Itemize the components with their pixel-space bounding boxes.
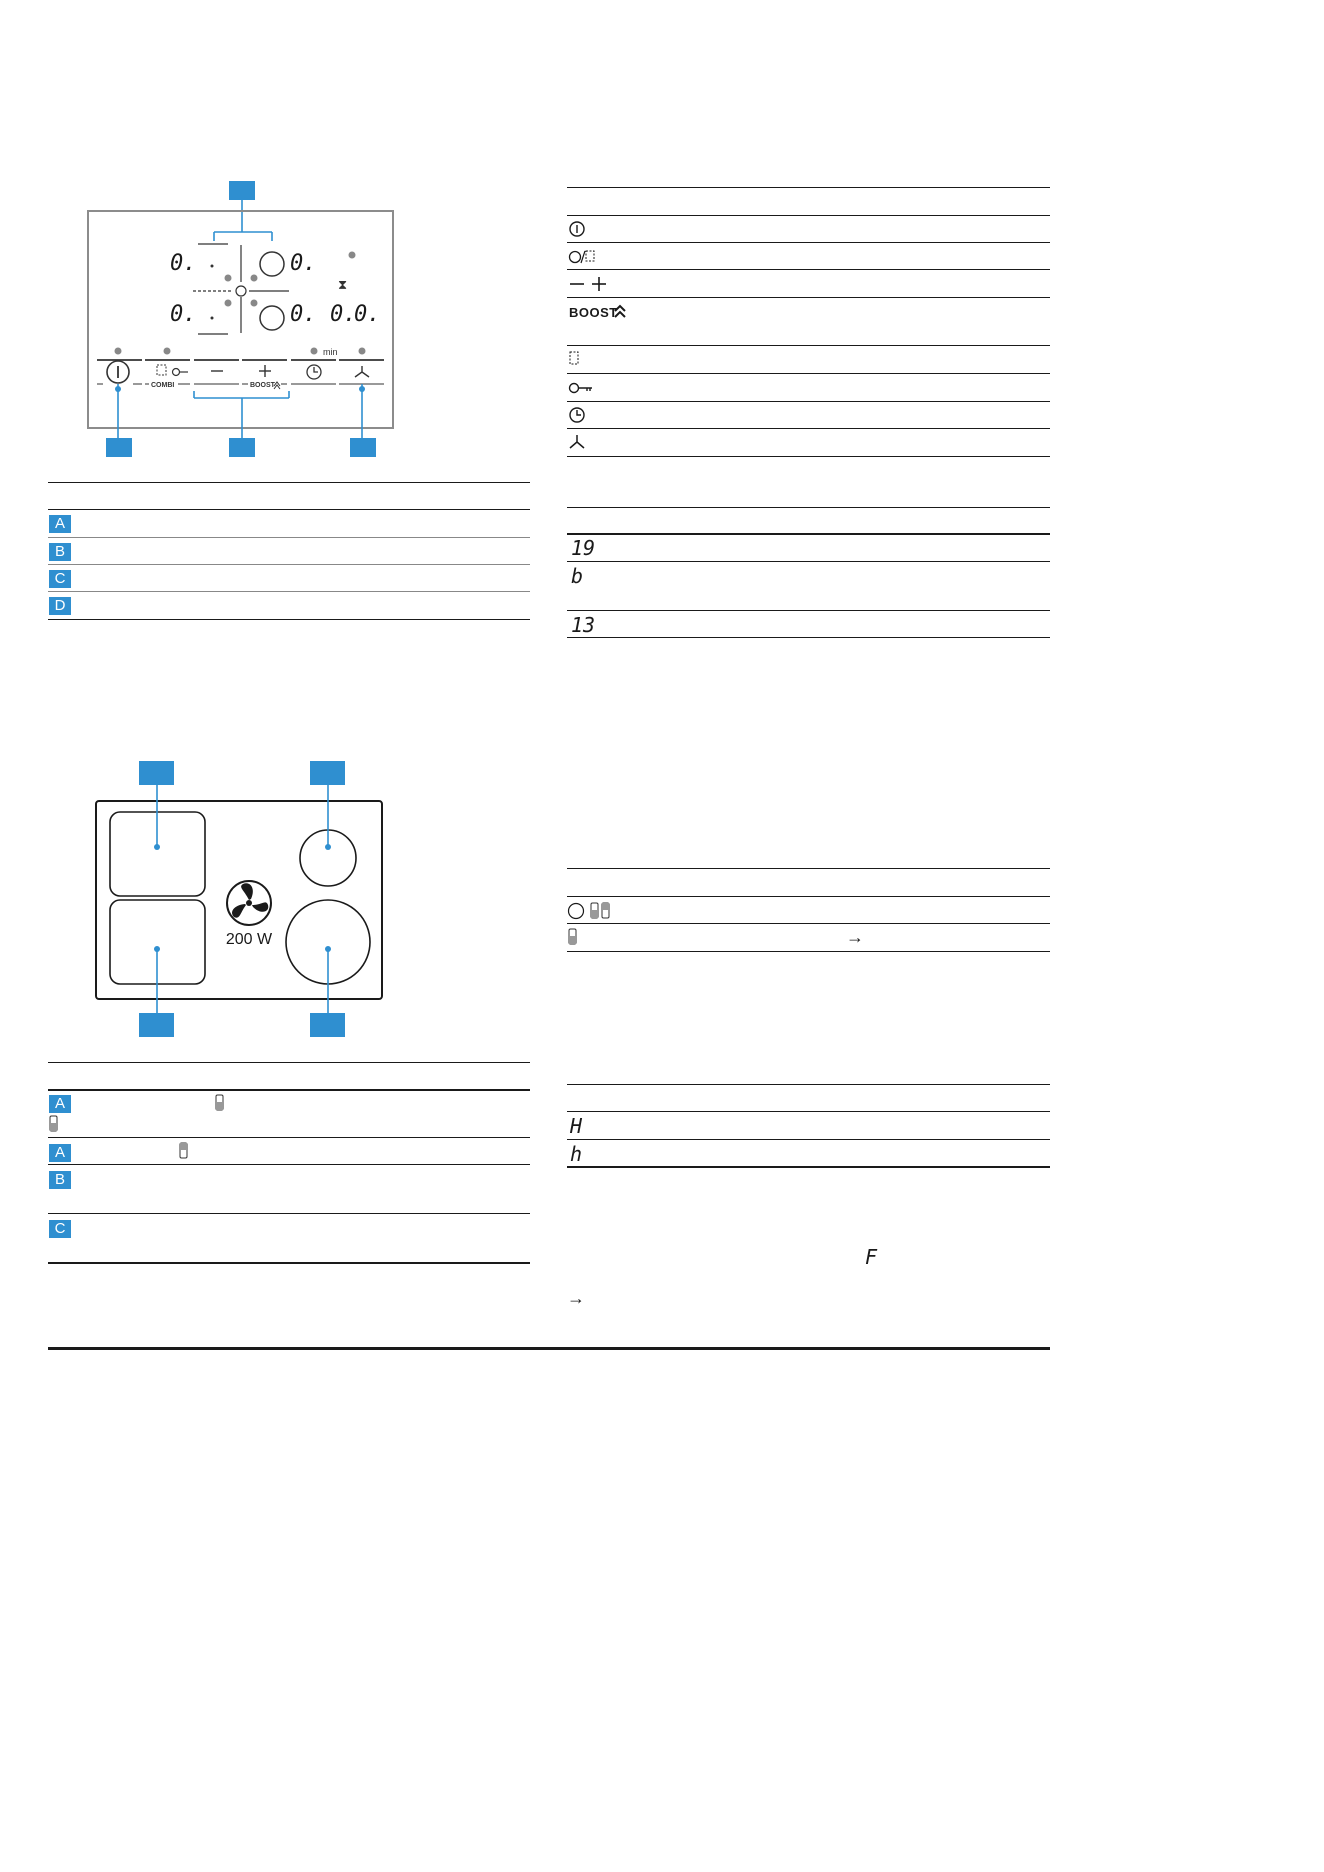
clock-icon bbox=[568, 406, 586, 424]
table2-rule bbox=[567, 610, 1050, 611]
table1-rule bbox=[567, 428, 1050, 429]
table3-rule bbox=[567, 923, 1050, 924]
table1-rule bbox=[567, 187, 1050, 188]
combi-zone-icon bbox=[568, 350, 582, 368]
legend1-rule bbox=[48, 482, 530, 483]
legend-badge: A bbox=[49, 1095, 71, 1113]
table1-rule bbox=[567, 456, 1050, 457]
display-symbol: 19 bbox=[571, 536, 596, 560]
arrow-symbol: → bbox=[567, 1288, 585, 1308]
legend2-rule bbox=[48, 1213, 530, 1214]
min-label: min bbox=[323, 347, 338, 357]
legend1-rule bbox=[48, 564, 530, 565]
legend1-rule bbox=[48, 509, 530, 510]
zone-mode-icon bbox=[568, 248, 598, 266]
page-footer-rule bbox=[48, 1347, 1050, 1350]
zone-indicator-icon bbox=[179, 1142, 189, 1160]
callout-badge-top bbox=[229, 181, 255, 200]
legend-badge: B bbox=[49, 543, 71, 561]
legend2-rule bbox=[48, 1164, 530, 1165]
svg-text:COMBI: COMBI bbox=[151, 382, 175, 389]
minus-plus-icon bbox=[568, 275, 608, 293]
legend2-rule bbox=[48, 1137, 530, 1138]
legend-badge: B bbox=[49, 1171, 71, 1189]
table4-rule bbox=[567, 1111, 1050, 1112]
callout-badge-3 bbox=[350, 438, 376, 457]
table1-rule bbox=[567, 269, 1050, 270]
fan-button-icon bbox=[355, 366, 369, 377]
zone-indicator-icon bbox=[215, 1094, 225, 1112]
legend2-rule bbox=[48, 1062, 530, 1063]
callout-badge bbox=[139, 761, 174, 785]
legend-badge: D bbox=[49, 597, 71, 615]
table1-rule bbox=[567, 215, 1050, 216]
table1-rule bbox=[567, 242, 1050, 243]
display-symbol: H bbox=[570, 1114, 583, 1138]
display-digit: 0. bbox=[290, 251, 317, 276]
legend-badge: A bbox=[49, 515, 71, 533]
zone-indicator-icon bbox=[49, 1115, 59, 1133]
arrow-symbol: → bbox=[846, 927, 864, 947]
callout-badge-2 bbox=[229, 438, 255, 457]
legend1-rule bbox=[48, 537, 530, 538]
legend-badge: C bbox=[49, 570, 71, 588]
zone-indicator-icon bbox=[568, 928, 578, 946]
boost-icon: BOOST bbox=[569, 305, 618, 320]
zone-indicators-icon bbox=[567, 901, 617, 921]
key-icon bbox=[568, 379, 594, 397]
legend-badge: A bbox=[49, 1144, 71, 1162]
display-symbol: 13 bbox=[571, 613, 596, 637]
power-icon bbox=[568, 220, 586, 238]
callout-badge-1 bbox=[106, 438, 132, 457]
legend2-rule bbox=[48, 1262, 530, 1264]
display-symbol: h bbox=[570, 1142, 583, 1166]
table3-rule bbox=[567, 868, 1050, 869]
fan-icon bbox=[568, 433, 586, 451]
legend1-rule bbox=[48, 619, 530, 620]
display-digit: 0. bbox=[330, 302, 357, 327]
display-digit: 0. bbox=[354, 302, 381, 327]
fan-icon bbox=[227, 881, 271, 925]
display-digit: 0. bbox=[170, 251, 197, 276]
table4-rule bbox=[567, 1139, 1050, 1140]
table2-rule bbox=[567, 533, 1050, 535]
callout-badge bbox=[310, 761, 345, 785]
table3-rule bbox=[567, 896, 1050, 897]
legend-badge: C bbox=[49, 1220, 71, 1238]
callout-badge bbox=[310, 1013, 345, 1037]
table3-rule bbox=[567, 951, 1050, 952]
error-symbol: F bbox=[865, 1245, 878, 1269]
display-digit: 0. bbox=[170, 302, 197, 327]
table2-rule bbox=[567, 561, 1050, 562]
svg-text:⧗: ⧗ bbox=[338, 277, 348, 292]
power-label: 200 W bbox=[225, 931, 273, 948]
table4-rule bbox=[567, 1166, 1050, 1168]
display-symbol: b bbox=[571, 564, 584, 588]
legend2-rule bbox=[48, 1089, 530, 1091]
table1-rule bbox=[567, 297, 1050, 298]
control-panel-figure bbox=[0, 0, 560, 560]
table2-rule bbox=[567, 637, 1050, 638]
legend1-rule bbox=[48, 591, 530, 592]
table4-rule bbox=[567, 1084, 1050, 1085]
table1-rule bbox=[567, 345, 1050, 346]
table1-rule bbox=[567, 401, 1050, 402]
table2-rule bbox=[567, 507, 1050, 508]
display-digit: 0. bbox=[290, 302, 317, 327]
boost-chevron-icon bbox=[613, 303, 627, 319]
callout-badge bbox=[139, 1013, 174, 1037]
cooktop-figure bbox=[0, 740, 560, 1050]
table1-rule bbox=[567, 373, 1050, 374]
svg-text:BOOST: BOOST bbox=[250, 382, 275, 389]
